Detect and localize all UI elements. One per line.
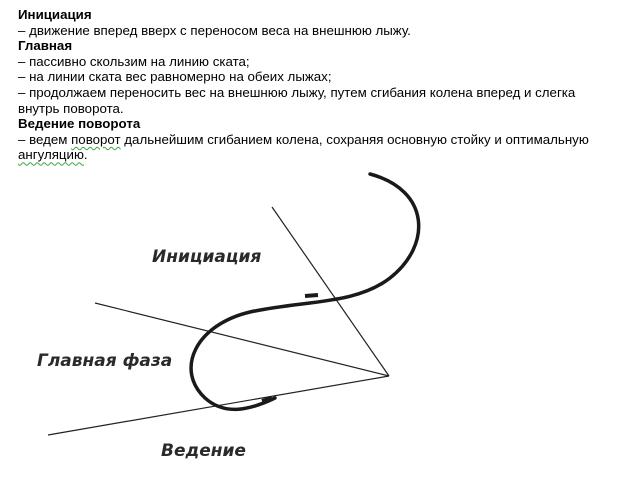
initiation-description: – движение вперед вверх с переносом веса на внешнюю лыжу.	[18, 22, 411, 38]
initiation-line	[272, 207, 389, 376]
main-phase-item: – пассивно скользим на линию ската;	[18, 53, 250, 69]
label-initiation: Инициация	[152, 247, 262, 267]
leading-heading: Ведение поворота	[18, 116, 141, 132]
spell-flagged-word: поворот	[71, 131, 121, 147]
spell-flagged-word: ангуляцию	[18, 147, 84, 163]
label-main-phase: Главная фаза	[37, 351, 173, 371]
leading-desc-suffix: .	[83, 147, 88, 163]
leading-desc-middle: дальнейшим сгибанием колена, сохраняя основную стойку и оптимальную	[120, 131, 589, 147]
main-phase-item: – продолжаем переносить вес на внешнюю лыжу, путем сгибания колена вперед и слегка внутрь поворота.	[18, 84, 576, 116]
ski-turn-curve	[191, 174, 419, 409]
label-leading: Ведение	[161, 441, 246, 461]
curve-tick	[305, 295, 318, 296]
main-phase-heading: Главная	[18, 38, 73, 54]
leading-desc-prefix: – ведем	[18, 131, 72, 147]
main-phase-item: – на линии ската вес равномерно на обеих лыжах;	[18, 69, 332, 85]
initiation-heading: Инициация	[18, 7, 92, 22]
